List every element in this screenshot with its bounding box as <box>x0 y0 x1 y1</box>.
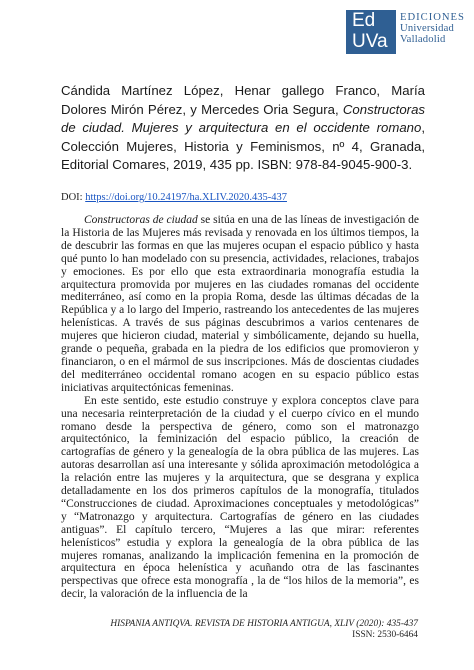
logo-wordmark-line3: Valladolid <box>400 34 446 45</box>
doi-label: DOI: <box>61 192 86 203</box>
footer-issn: ISSN: 2530-6464 <box>352 630 418 641</box>
paragraph-1-text: se sitúa en una de las líneas de investigación de la Historia de las Mujeres más revisada y renovada en los últimos tiempos, la de descubrir las formas en que las mujeres ocupan el espacio público y hasta qué punto lo han modelado con su presencia, actividades, relaciones, trabajos y emociones. Es por ello que esta extraordinaria monografía estudia la arquitectura promovida por mujeres en las ciudades romanas del occidente mediterráneo, así como en la propia Roma, desde las últimas décadas de la República y a lo largo del Imperio, rastreando los antecedentes de las mujeres helenísticas. A través de sus páginas descubrimos a varios centenares de mujeres que hicieron ciudad, material y simbólicamente, dejando su huella, grande o pequeña, grabada en la piedra de los edificios que promovieron y financiaron, o en el mármol de sus inscripciones. Más de doscientas ciudades del mediterráneo occidental romano acogen en su espacio público estas iniciativas arquitectónicas femeninas. <box>61 214 419 394</box>
volume-info: , XLIV (2020): 435-437 <box>329 619 418 629</box>
doi-link[interactable]: https://doi.org/10.24197/ha.XLIV.2020.435-437 <box>85 192 287 203</box>
logo-mark-line2: UVa <box>352 31 388 52</box>
review-authors: Cándida Martínez López, Henar gallego Franco, María Dolores Mirón Pérez, y Mercedes Oria Segura, <box>61 83 425 117</box>
body-paragraph-1 <box>61 214 419 395</box>
logo-mark <box>346 10 396 54</box>
logo-wordmark-line2: Universidad <box>400 23 454 34</box>
logo-mark-line1: Ed <box>352 10 376 31</box>
publication-info: , Colección Mujeres, Historia y Feminismos, nº 4, Granada, Editorial Comares, 2019, 435 pp. ISBN: 978-84-9045-900-3. <box>61 120 425 173</box>
publisher-logo <box>346 10 465 54</box>
doi-line <box>61 192 287 203</box>
logo-wordmark <box>400 10 465 45</box>
logo-wordmark-line1: EDICIONES <box>400 12 465 23</box>
review-body <box>61 214 419 601</box>
footer-citation <box>110 619 418 630</box>
book-title-inline: Constructoras de ciudad <box>84 214 198 226</box>
journal-name: HISPANIA ANTIQVA. REVISTA DE HISTORIA ANTIGUA <box>110 619 330 629</box>
page-footer <box>110 619 418 642</box>
book-title: Constructoras de ciudad. Mujeres y arquitectura en el occidente romano <box>61 101 425 136</box>
review-heading <box>61 82 425 175</box>
body-paragraph-2: En este sentido, este estudio construye y explora conceptos clave para una necesaria reinterpretación de la ciudad y el cuerpo cívico en el mundo romano desde la perspectiva de género, como son el matronazgo arquitectónico, la feminización del espacio público, la creación de cartografías de género y la genealogía de la obra pública de las mujeres. Las autoras desarrollan así una interesante y sólida aproximación metodológica a la relación entre las mujeres y la arquitectura, que se desgrana y explica detalladamente en los dos primeros capítulos de la monografía, titulados “Construcciones de ciudad. Aproximaciones conceptuales y metodológicas” y “Matronazgo y arquitectura. Cartografías de género en las ciudades antiguas”. El capítulo tercero, “Mujeres a las que mirar: referentes helenísticos” estudia y explora la genealogía de la obra pública de las mujeres romanas, analizando la implicación femenina en la promoción de arquitectura en época helenística y acuñando otra de las fascinantes perspectivas que ofrece esta monografía , la de “los hilos de la memoria”, es decir, la valoración de la influencia de la <box>61 394 419 601</box>
